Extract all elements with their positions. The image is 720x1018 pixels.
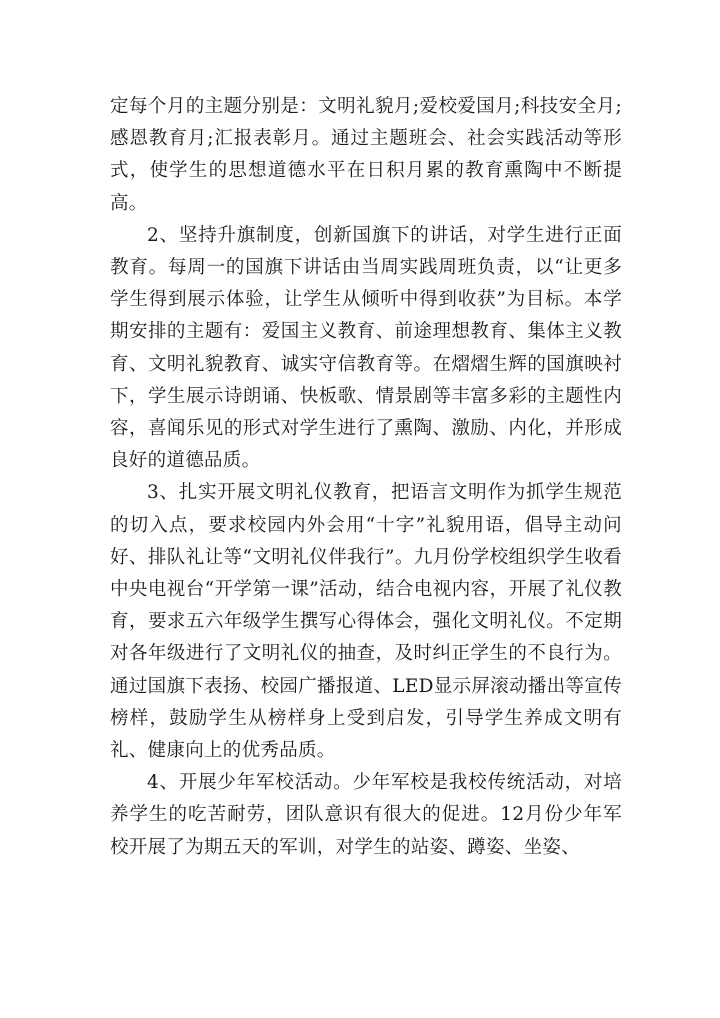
paragraph-junior-military-school: 4、开展少年军校活动。少年军校是我校传统活动，对培养学生的吃苦耐劳，团队意识有很大的促进。12月份少年军校开展了为期五天的军训，对学生的站姿、蹲姿、坐姿、 bbox=[110, 772, 622, 858]
paragraph-flag-raising: 2、坚持升旗制度，创新国旗下的讲话，对学生进行正面教育。每周一的国旗下讲话由当周实践周班负责，以“让更多学生得到展示体验，让学生从倾听中得到收获”为目标。本学期安排的主题有：爱国主义教育、前途理想教育、集体主义教育、文明礼貌教育、诚实守信教育等。在熠熠生辉的国旗映衬下，学生展示诗朗诵、快板歌、情景剧等丰富多彩的主题性内容，喜闻乐见的形式对学生进行了熏陶、激励、内化，并形成良好的道德品质。 bbox=[110, 224, 622, 472]
paragraph-theme-months: 定每个月的主题分别是：文明礼貌月;爱校爱国月;科技安全月;感恩教育月;汇报表彰月。通过主题班会、社会实践活动等形式，使学生的思想道德水平在日积月累的教育熏陶中不断提高。 bbox=[110, 96, 622, 214]
document-page bbox=[110, 91, 622, 864]
paragraph-etiquette-education: 3、扎实开展文明礼仪教育，把语言文明作为抓学生规范的切入点，要求校园内外会用“十字”礼貌用语，倡导主动问好、排队礼让等“文明礼仪伴我行”。九月份学校组织学生收看中央电视台“开学第一课”活动，结合电视内容，开展了礼仪教育，要求五六年级学生撰写心得体会，强化文明礼仪。不定期对各年级进行了文明礼仪的抽查，及时纠正学生的不良行为。通过国旗下表扬、校园广播报道、LED显示屏滚动播出等宣传榜样，鼓励学生从榜样身上受到启发，引导学生养成文明有礼、健康向上的优秀品质。 bbox=[110, 482, 622, 762]
